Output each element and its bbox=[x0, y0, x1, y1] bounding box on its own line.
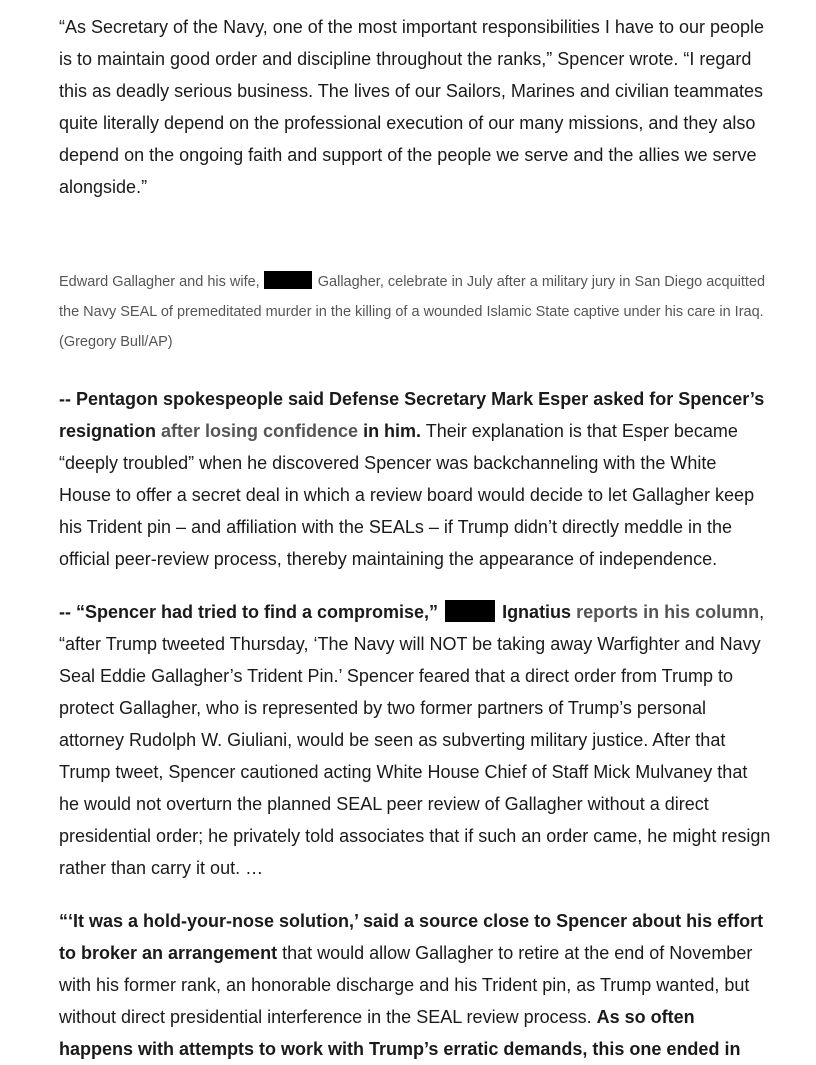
hold-nose-body-text: that would allow Gallagher to retire at the end of November with his former rank, an honorable discharge and his Trident pin, as Trump wanted, but without direct presidential interference in the SEAL review process. bbox=[59, 943, 753, 1027]
compromise-paragraph bbox=[59, 596, 771, 884]
hold-nose-bold-lead: “‘It was a hold-your-nose solution,’ said a source close to Spencer about his effort to broker an arrangement bbox=[59, 911, 764, 963]
caption-text-end: Gallagher, celebrate in July after a military jury in San Diego acquitted the Navy SEAL of premeditated murder in the killing of a wounded Islamic State captive under his care in Iraq. (Gregory Bull/AP) bbox=[59, 274, 766, 350]
redaction-box bbox=[445, 600, 495, 622]
redaction-box bbox=[264, 271, 312, 289]
column-link[interactable]: reports in his column bbox=[576, 602, 760, 622]
hold-nose-bold-tail: As so often happens with attempts to work with Trump’s erratic demands, this one ended in bbox=[59, 1007, 741, 1059]
pentagon-paragraph bbox=[59, 383, 771, 575]
compromise-bold-lead: -- “Spencer had tried to find a compromise,” bbox=[59, 602, 444, 622]
compromise-bold-name: Ignatius bbox=[497, 602, 577, 622]
spencer-quote-text: “As Secretary of the Navy, one of the most important responsibilities I have to our people is to maintain good order and discipline throughout the ranks,” Spencer wrote. “I regard this as deadly serious business. The lives of our Sailors, Marines and civilian teammates quite literally depend on the professional execution of our many missions, and they also depend on the ongoing faith and support of the people we serve and the allies we serve alongside.” bbox=[59, 17, 765, 197]
pentagon-bold-tail: in him. bbox=[358, 421, 422, 441]
spencer-quote-paragraph bbox=[59, 11, 771, 203]
pentagon-body-text: Their explanation is that Esper became “deeply troubled” when he discovered Spencer was backchanneling with the White House to offer a secret deal in which a review board would decide to let Gallagher keep his Trident pin – and affiliation with the SEALs – if Trump didn’t directly meddle in the official peer-review process, thereby maintaining the appearance of independence. bbox=[59, 421, 755, 569]
hold-nose-paragraph bbox=[59, 905, 771, 1065]
photo-caption bbox=[59, 267, 771, 357]
article-page bbox=[59, 11, 771, 1065]
compromise-body-text: , “after Trump tweeted Thursday, ‘The Navy will NOT be taking away Warfighter and Navy Seal Eddie Gallagher’s Trident Pin.’ Spencer feared that a direct order from Trump to protect Gallagher, who is represented by two former partners of Trump’s personal attorney Rudolph W. Giuliani, would be seen as subverting military justice. After that Trump tweet, Spencer cautioned acting White House Chief of Staff Mick Mulvaney that he would not overturn the planned SEAL peer review of Gallagher without a direct presidential order; he privately told associates that if such an order came, he might resign rather than carry it out. … bbox=[59, 602, 771, 878]
losing-confidence-link[interactable]: after losing confidence bbox=[161, 421, 359, 441]
caption-text-start: Edward Gallagher and his wife, bbox=[59, 274, 264, 290]
pentagon-bold-lead: -- Pentagon spokespeople said Defense Secretary Mark Esper asked for Spencer’s resignation bbox=[59, 389, 765, 441]
